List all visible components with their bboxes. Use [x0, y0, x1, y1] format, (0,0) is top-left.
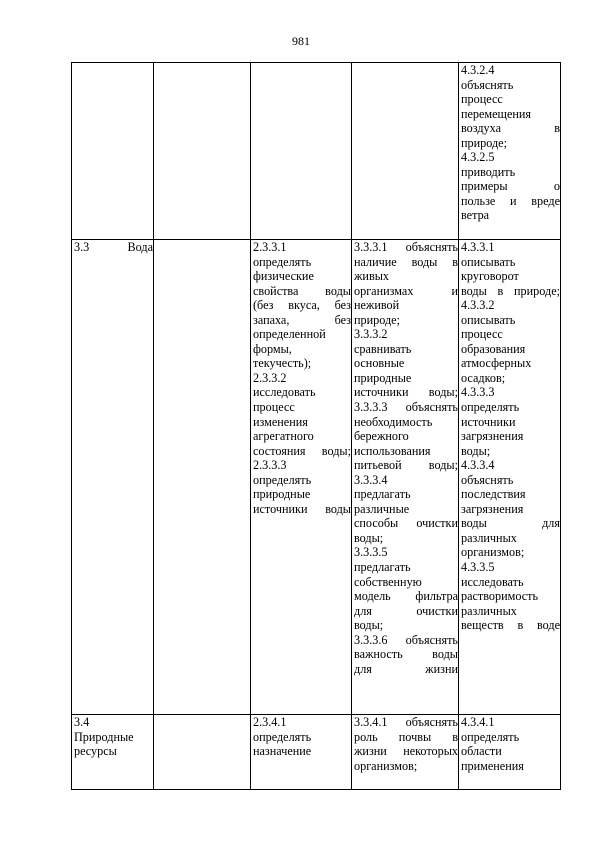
cell-text-line: 4.3.2.4	[461, 63, 495, 77]
cell-grade-3	[352, 240, 459, 715]
curriculum-table	[71, 62, 561, 790]
cell-section	[72, 63, 154, 240]
cell-text-line: физические	[253, 269, 314, 284]
cell-text-line: природе;	[354, 312, 400, 327]
table-row	[72, 715, 561, 790]
cell-text-line: области	[461, 744, 502, 759]
cell-grade-1	[154, 63, 251, 240]
cell-text-line: воды в природе;	[461, 283, 560, 298]
cell-text-line: определять	[461, 729, 520, 744]
cell-text-line: 3.3.3.1 объяснять	[354, 240, 458, 254]
cell-text-line: 3.3.3.2	[354, 327, 388, 342]
cell-text-line: определять	[253, 729, 312, 744]
cell-text-line: организмов;	[461, 545, 525, 560]
cell-text-line: 3.3.3.3 объяснять	[354, 400, 458, 415]
cell-text-line: процесс	[461, 92, 503, 107]
cell-text-line: воды для	[461, 516, 560, 531]
cell-text-line: загрязнения	[461, 501, 524, 516]
cell-text-line: определять	[253, 254, 312, 269]
cell-text-line: перемещения	[461, 106, 532, 121]
cell-text-line: важность воды	[354, 647, 458, 662]
cell-grade-3	[352, 715, 459, 790]
cell-grade-3	[352, 63, 459, 240]
cell-text-line: агрегатного	[253, 429, 314, 444]
cell-text-line: воды;	[354, 530, 384, 545]
cell-text-line: 3.4	[74, 715, 90, 729]
cell-text-line: 2.3.3.1	[253, 240, 287, 254]
cell-text-line: ветра	[461, 208, 490, 223]
cell-text-line: 4.3.3.4	[461, 458, 495, 473]
cell-text-line: предлагать	[354, 560, 411, 575]
cell-text-line: воздуха в	[461, 121, 560, 136]
cell-text-line: 3.3.3.4	[354, 472, 388, 487]
cell-text-line: 4.3.3.1	[461, 240, 495, 254]
table-row	[72, 240, 561, 715]
cell-text-line: живых	[354, 269, 389, 284]
cell-text-line: свойства воды	[253, 283, 351, 298]
cell-text-line: 3.3.4.1 объяснять	[354, 715, 458, 729]
cell-text-line: наличие воды в	[354, 254, 458, 269]
cell-text-line: источники воды;	[354, 385, 458, 400]
cell-text-line: основные	[354, 356, 405, 371]
cell-grade-2	[251, 240, 352, 715]
cell-text-line: (без вкуса, без	[253, 298, 351, 313]
cell-text-line: 4.3.3.2	[461, 298, 495, 313]
cell-text-line: описывать	[461, 254, 516, 269]
cell-text-line: растворимость	[461, 589, 539, 604]
table-row	[72, 63, 561, 240]
cell-text-line: организмах и	[354, 283, 458, 298]
cell-text-line: 2.3.3.3	[253, 458, 287, 473]
cell-text-line: воды;	[354, 618, 384, 633]
cell-text-line: источники	[461, 414, 516, 429]
cell-text-line: применения	[461, 758, 524, 773]
cell-text-line: природные	[253, 487, 311, 502]
cell-text-line: осадков;	[461, 370, 506, 385]
cell-text-line: собственную	[354, 574, 422, 589]
cell-text-line: атмосферных	[461, 356, 532, 371]
cell-text-line: жизни некоторых	[354, 744, 458, 759]
cell-text-line: определять	[461, 400, 520, 415]
cell-text-line: воды;	[461, 443, 491, 458]
cell-text-line: различных	[461, 530, 517, 545]
cell-text-line: приводить	[461, 164, 516, 179]
cell-grade-1	[154, 240, 251, 715]
cell-text-line: источники воды	[253, 501, 351, 516]
cell-section	[72, 240, 154, 715]
cell-text-line: примеры о	[461, 179, 560, 194]
cell-text-line: процесс	[461, 327, 503, 342]
cell-grade-4	[459, 715, 561, 790]
cell-text-line: запаха, без	[253, 312, 351, 327]
cell-text-line: пользе и вреде	[461, 193, 560, 208]
cell-text-line: для очистки	[354, 603, 458, 618]
cell-text-line: исследовать	[461, 574, 524, 589]
cell-text-line: загрязнения	[461, 429, 524, 444]
cell-text-line: 4.3.3.3	[461, 385, 495, 400]
cell-text-line: способы очистки	[354, 516, 458, 531]
cell-text-line: неживой	[354, 298, 400, 313]
cell-text-line: Природные	[74, 729, 134, 744]
cell-grade-2	[251, 63, 352, 240]
cell-grade-4	[459, 240, 561, 715]
cell-text-line: природе;	[461, 135, 507, 150]
cell-text-line: объяснять	[461, 77, 514, 92]
cell-grade-1	[154, 715, 251, 790]
cell-text-line: назначение	[253, 744, 312, 759]
cell-section	[72, 715, 154, 790]
cell-text-line: 2.3.3.2	[253, 370, 287, 385]
cell-text-line: природные	[354, 370, 412, 385]
cell-text-line: состояния воды;	[253, 443, 351, 458]
cell-text-line: различных	[461, 603, 517, 618]
cell-text-line: формы,	[253, 341, 292, 356]
cell-text-line: 2.3.4.1	[253, 715, 287, 729]
cell-text-line: 4.3.4.1	[461, 715, 495, 729]
cell-grade-2	[251, 715, 352, 790]
cell-text-line: описывать	[461, 312, 516, 327]
cell-text-line: 3.3.3.5	[354, 545, 388, 560]
cell-text-line: для жизни	[354, 661, 458, 676]
cell-text-line: необходимость	[354, 414, 433, 429]
cell-text-line: образования	[461, 341, 526, 356]
page-number: 981	[292, 34, 310, 48]
cell-text-line: исследовать	[253, 385, 316, 400]
cell-text-line: ресурсы	[74, 744, 117, 759]
cell-grade-4	[459, 63, 561, 240]
cell-text-line: бережного	[354, 429, 409, 444]
cell-text-line: 4.3.2.5	[461, 150, 495, 165]
cell-text-line: использования	[354, 443, 431, 458]
cell-text-line: 4.3.3.5	[461, 560, 495, 575]
cell-text-line: роль почвы в	[354, 729, 458, 744]
cell-text-line: различные	[354, 501, 410, 516]
cell-text-line: питьевой воды;	[354, 458, 458, 473]
cell-text-line: веществ в воде	[461, 618, 560, 633]
cell-text-line: определенной	[253, 327, 326, 342]
cell-text-line: изменения	[253, 414, 308, 429]
cell-text-line: последствия	[461, 487, 526, 502]
cell-text-line: 3.3 Вода	[74, 240, 153, 254]
cell-text-line: круговорот	[461, 269, 519, 284]
cell-text-line: 3.3.3.6 объяснять	[354, 632, 458, 647]
cell-text-line: определять	[253, 472, 312, 487]
cell-text-line: объяснять	[461, 472, 514, 487]
cell-text-line: модель фильтра	[354, 589, 458, 604]
cell-text-line: организмов;	[354, 758, 418, 773]
cell-text-line: сравнивать	[354, 341, 412, 356]
cell-text-line: текучесть);	[253, 356, 312, 371]
cell-text-line: процесс	[253, 400, 295, 415]
cell-text-line: предлагать	[354, 487, 411, 502]
